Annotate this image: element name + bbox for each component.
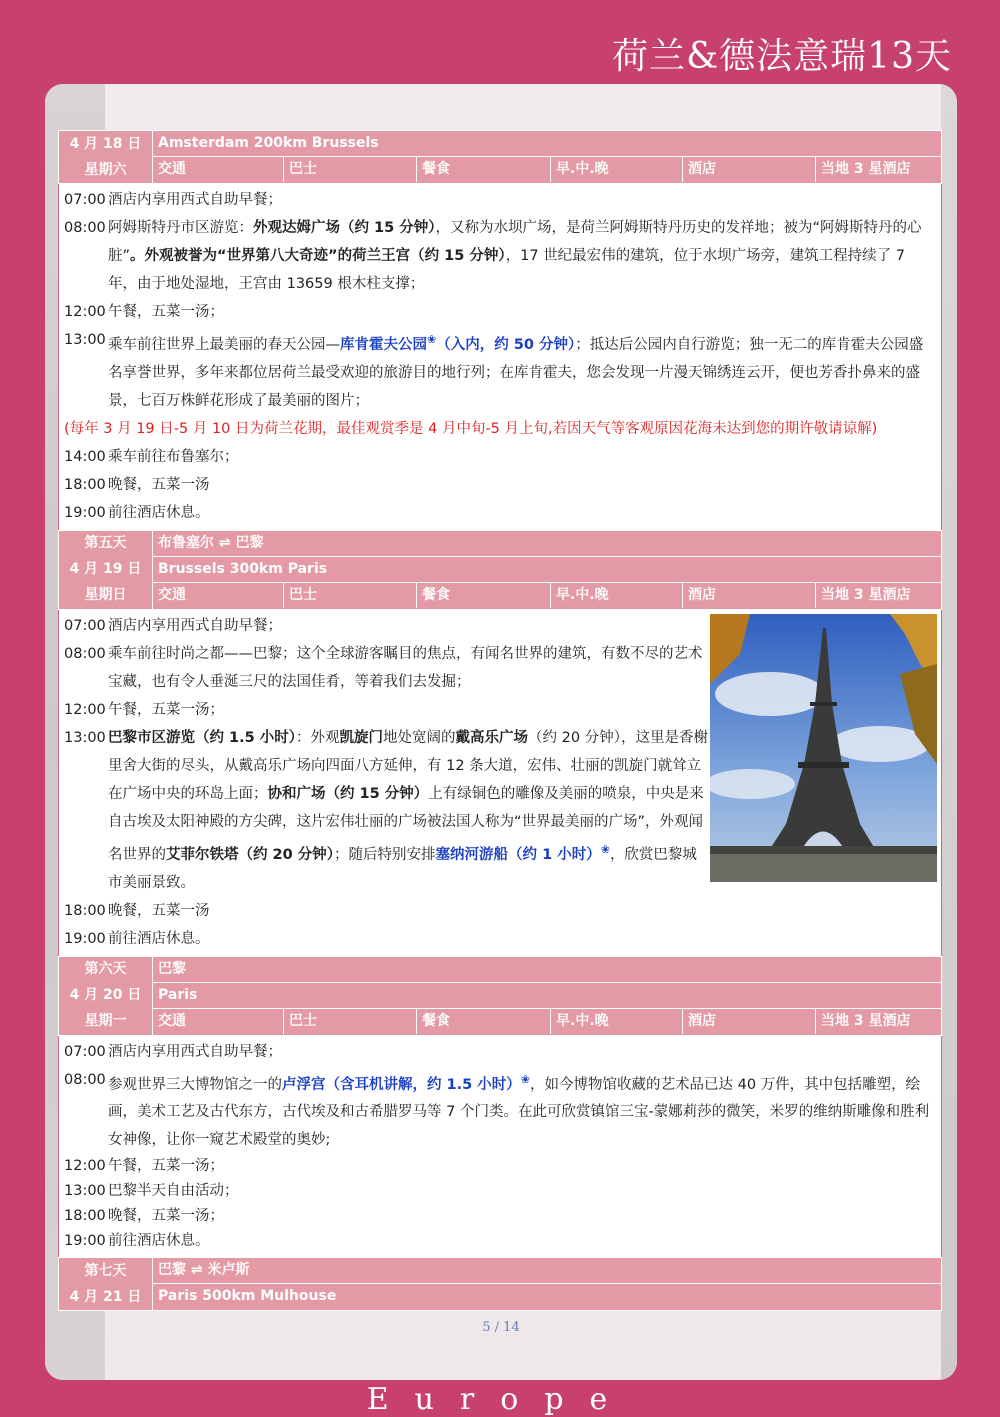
- day-number: 第七天: [84, 1262, 127, 1279]
- day-route-cell: [153, 1258, 941, 1310]
- schedule-time: 19:00: [64, 930, 106, 947]
- meals-value: 早.中.晚: [551, 157, 683, 182]
- schedule-row: [64, 1038, 937, 1066]
- day-weekday: 星期六: [84, 161, 127, 178]
- schedule-time: 18:00: [64, 1208, 106, 1225]
- day-route-cell: [153, 531, 941, 609]
- hotel-label: 酒店: [683, 1009, 816, 1034]
- meals-value: 早.中.晚: [551, 1009, 683, 1034]
- day-date: 4 月 21 日: [69, 1288, 142, 1305]
- text-segment: 参观世界三大博物馆之一的: [108, 1076, 282, 1093]
- text-segment: ，如今博物馆收藏的艺术品已达 40 万件，其中包括雕塑，绘画，美术工艺及古代东方，古代埃及和古希腊罗马等 7 个门类。在此可欣赏镇馆三宝-蒙娜莉莎的微笑，米罗的维纳斯雕像和胜利女神像，让你一窥艺术殿堂的奥妙;: [108, 1076, 930, 1149]
- page-number: 5 / 14: [482, 1320, 520, 1335]
- text-segment: 地处宽阔的: [383, 729, 456, 746]
- footer-europe-text: Europe: [366, 1382, 634, 1417]
- hotel-label: 酒店: [683, 583, 816, 608]
- text-segment: 上有绿铜色的雕像及美丽的喷泉，中央是来自古埃及太阳神殿的方尖碑，这片宏伟壮丽的广场被法国人称为“世界最美丽的广场”，外观闻名世界的: [108, 785, 704, 863]
- schedule-time: 12:00: [64, 1158, 106, 1175]
- day-weekday: 星期一: [84, 1013, 127, 1030]
- schedule-text: [108, 326, 937, 415]
- schedule-text: 前往酒店休息。: [108, 1233, 210, 1250]
- text-segment: 乘车前往世界上最美丽的春天公园—: [108, 336, 340, 353]
- schedule-time: 13:00: [64, 1183, 106, 1200]
- highlight-text: 戴高乐广场: [455, 729, 529, 746]
- day-header: [58, 530, 942, 610]
- eiffel-tower-image: [710, 614, 937, 882]
- schedule-row: [64, 298, 937, 326]
- schedule-time: 14:00: [64, 448, 106, 465]
- attraction-link-text: （入内，约 50 分钟）: [436, 336, 576, 353]
- day-header: [58, 1257, 942, 1311]
- attraction-link-text: 库肯霍夫公园: [340, 336, 427, 353]
- schedule-time: 18:00: [64, 476, 106, 493]
- route-en: Amsterdam 200km Brussels: [153, 131, 941, 157]
- route-cn: 布鲁塞尔 ⇌ 巴黎: [153, 531, 941, 557]
- schedule-text: 午餐，五菜一汤；: [108, 304, 224, 320]
- day-date-cell: [59, 957, 153, 1035]
- schedule-row: [64, 696, 709, 724]
- schedule-time: 07:00: [64, 617, 106, 634]
- meals-value: 早.中.晚: [551, 583, 683, 608]
- day-route-cell: [153, 131, 941, 183]
- meals-label: 餐食: [417, 157, 551, 182]
- text-segment: ：外观: [296, 729, 340, 746]
- transport-value: 巴士: [284, 583, 417, 608]
- schedule-time: 12:00: [64, 304, 106, 320]
- text-segment: ，欣赏巴黎城市美丽景致。: [108, 846, 697, 891]
- attraction-link-text: 卢浮宫（含耳机讲解，约 1.5 小时）: [282, 1076, 521, 1093]
- schedule-row: [64, 326, 937, 415]
- schedule-row: [64, 1066, 937, 1155]
- day-text-column: [64, 612, 709, 897]
- schedule-time: 13:00: [64, 729, 106, 746]
- schedule-row: [64, 1204, 937, 1229]
- route-cn: 巴黎 ⇌ 米卢斯: [153, 1258, 941, 1284]
- flower-season-notice: (每年 3 月 19 日-5 月 10 日为荷兰花期，最佳观赏季是 4 月中旬-5 月上旬,若因天气等客观原因花海未达到您的期许敬请谅解): [64, 420, 878, 437]
- schedule-text: 午餐，五菜一汤；: [108, 701, 224, 718]
- transport-label: 交通: [153, 1009, 284, 1034]
- text-segment: ；随后特别安排: [334, 846, 436, 863]
- day-date: 4 月 20 日: [69, 987, 142, 1004]
- transport-label: 交通: [153, 157, 284, 182]
- schedule-text: [108, 724, 709, 897]
- schedule-row: [64, 897, 937, 925]
- schedule-time: 12:00: [64, 701, 106, 718]
- flower-ticket-icon: ❀: [427, 333, 437, 346]
- meals-label: 餐食: [417, 583, 551, 608]
- highlight-text: 。外观被誉为“世界第八大奇迹”的荷兰王宫（约 15 分钟）: [130, 248, 506, 264]
- page-title: 荷兰&德法意瑞13天: [612, 36, 952, 77]
- schedule-text: 乘车前往时尚之都——巴黎；这个全球游客瞩目的焦点，有闻名世界的建筑，有数不尽的艺术宝藏，也有令人垂涎三尺的法国佳肴，等着我们去发掘；: [108, 645, 703, 690]
- schedule-row: [64, 640, 709, 696]
- schedule-text: 晚餐，五菜一汤；: [108, 1208, 224, 1225]
- schedule-row: [64, 1154, 937, 1179]
- day-header: [58, 956, 942, 1036]
- schedule-time: 08:00: [64, 220, 106, 236]
- schedule-text: 酒店内享用西式自助早餐；: [108, 192, 282, 208]
- schedule-time: 18:00: [64, 902, 106, 919]
- itinerary-sheet: [58, 130, 942, 1311]
- day-info-row: [153, 1009, 941, 1034]
- schedule-text: [108, 1066, 937, 1155]
- hotel-value: 当地 3 星酒店: [821, 1012, 911, 1029]
- schedule-row: [64, 186, 937, 214]
- text-segment: ；抵达后公园内自行游览；独一无二的库肯霍夫公园盛名享誉世界，多年来都位居荷兰最受欢迎的旅游目的地行列；在库肯霍夫，您会发现一片漫天锦绣连云开，便也芳香扑鼻来的盛景，七百万株鲜花形成了最美丽的图片；: [108, 336, 924, 409]
- day-date: 4 月 19 日: [69, 561, 142, 578]
- schedule-time: 19:00: [64, 504, 106, 521]
- schedule-row: [64, 925, 937, 953]
- schedule-time: 08:00: [64, 1071, 106, 1088]
- schedule-time: 07:00: [64, 192, 106, 208]
- day-schedule: [58, 184, 942, 530]
- text-segment: 阿姆斯特丹市区游览：: [108, 220, 253, 236]
- schedule-text: 午餐，五菜一汤；: [108, 1158, 224, 1175]
- route-en: Paris 500km Mulhouse: [158, 1288, 337, 1305]
- schedule-text: 乘车前往布鲁塞尔；: [108, 448, 239, 465]
- route-en: Paris: [153, 983, 941, 1009]
- schedule-row: [64, 1179, 937, 1204]
- meals-label: 餐食: [417, 1009, 551, 1034]
- route-en: Brussels 300km Paris: [153, 557, 941, 583]
- schedule-text: 晚餐，五菜一汤: [108, 476, 210, 493]
- highlight-text: 艾菲尔铁塔（约 20 分钟）: [166, 846, 335, 863]
- schedule-row: [64, 214, 937, 298]
- schedule-text: 巴黎半天自由活动；: [108, 1183, 239, 1200]
- flower-ticket-icon: ❀: [520, 1072, 531, 1086]
- highlight-text: 凯旋门: [339, 729, 384, 746]
- day-weekday: 星期日: [84, 587, 127, 604]
- text-segment: （约 20 分钟），这里是香榭里舍大街的尽头，从戴高乐广场向四面八方延伸，有 12 条大道，宏伟、壮丽的凯旋门就耸立在广场中央的环岛上面；: [108, 729, 708, 802]
- schedule-text: 前往酒店休息。: [108, 504, 210, 521]
- day-header: [58, 130, 942, 184]
- day-date-cell: [59, 1258, 153, 1310]
- hotel-value: 当地 3 星酒店: [821, 586, 911, 603]
- schedule-time: 13:00: [64, 332, 106, 348]
- day-info-row: [153, 157, 941, 182]
- day-route-cell: [153, 957, 941, 1035]
- day-date-cell: [59, 531, 153, 609]
- schedule-text: 晚餐，五菜一汤: [108, 902, 210, 919]
- schedule-time: 08:00: [64, 645, 106, 662]
- highlight-text: 协和广场（约 15 分钟）: [267, 785, 429, 802]
- background-decoration: [941, 84, 957, 1380]
- schedule-row: [64, 724, 709, 897]
- schedule-row: [64, 471, 937, 499]
- day-date: 4 月 18 日: [69, 135, 142, 152]
- highlight-text: 巴黎市区游览（约 1.5 小时）: [108, 729, 297, 746]
- hotel-value: 当地 3 星酒店: [821, 161, 911, 177]
- schedule-row: [64, 1229, 937, 1254]
- text-segment: ，又称为水坝广场，是荷兰阿姆斯特丹历史的发祥地；被为“阿姆斯特丹的心脏”: [108, 220, 922, 264]
- hotel-label: 酒店: [683, 157, 816, 182]
- day-number: 第六天: [84, 961, 127, 978]
- schedule-text: 酒店内享用西式自助早餐；: [108, 617, 282, 634]
- attraction-link-text: 塞纳河游船（约 1 小时）: [435, 846, 601, 863]
- schedule-time: 19:00: [64, 1233, 106, 1250]
- day-date-cell: [59, 131, 153, 183]
- highlight-text: 外观达姆广场（约 15 分钟）: [253, 220, 436, 236]
- schedule-row: [64, 443, 937, 471]
- day-schedule: [58, 610, 942, 956]
- schedule-text: 酒店内享用西式自助早餐；: [108, 1043, 282, 1060]
- text-segment: ，17 世纪最宏伟的建筑，位于水坝广场旁，建筑工程持续了 7 年，由于地处湿地，王宫由 13659 根木柱支撑；: [108, 248, 906, 292]
- schedule-row: [64, 499, 937, 527]
- day-info-row: [153, 583, 941, 608]
- transport-value: 巴士: [284, 1009, 417, 1034]
- route-cn: 巴黎: [153, 957, 941, 983]
- schedule-text: [108, 214, 937, 298]
- schedule-time: 07:00: [64, 1043, 106, 1060]
- schedule-text: 前往酒店休息。: [108, 930, 210, 947]
- schedule-row: [64, 612, 709, 640]
- transport-value: 巴士: [284, 157, 417, 182]
- transport-label: 交通: [153, 583, 284, 608]
- day-schedule: [58, 1036, 942, 1258]
- day-number: 第五天: [84, 535, 127, 552]
- eiffel-tower-photo: [710, 614, 937, 882]
- flower-ticket-icon: ❀: [600, 842, 610, 856]
